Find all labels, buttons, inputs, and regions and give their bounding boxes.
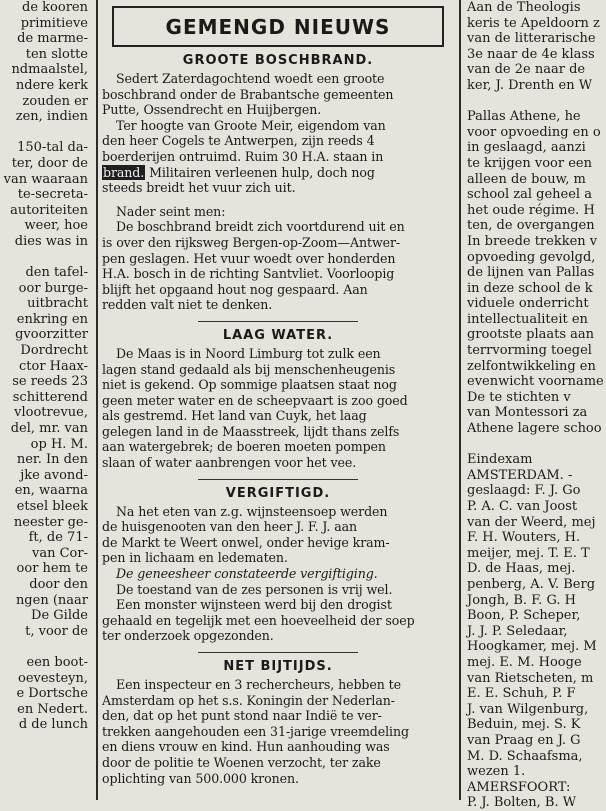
left_column-line: primitieve	[20, 15, 88, 31]
right_column-line: school zal geheel a	[467, 187, 592, 203]
left_column-line: enkring en	[16, 311, 88, 327]
right_column-line: meijer, mej. T. E. T	[467, 545, 590, 561]
right_column-line: opvoeding gevolgd,	[467, 249, 596, 265]
right_column-line: D. de Haas, mej.	[467, 561, 576, 577]
right_column-line: Beduin, mej. S. K	[467, 717, 581, 733]
article-line: den, dat op het punt stond naar Indië te ver-	[102, 708, 382, 724]
left_column-line: zouden er	[22, 93, 88, 109]
right_column-line: in deze school de k	[467, 280, 593, 296]
right_column-line: het oude régime. H	[467, 202, 595, 218]
right_column-line: De te stichten v	[467, 389, 571, 405]
article-line: H.A. bosch in de richting Santvliet. Voorloopig	[102, 266, 395, 282]
left_column-line	[0, 250, 90, 266]
right_column-line: zelfontwikkeling en	[467, 358, 596, 374]
right_column-line: keris te Apeldoorn z	[467, 15, 600, 31]
article-line: als gestremd. Het land van Cuyk, het laag	[102, 408, 367, 424]
left_column-line: de marme-	[17, 31, 88, 47]
right_column-line: van Rietscheten, m	[467, 670, 594, 686]
left_column-line: op H. M.	[30, 436, 88, 452]
column-rule-left	[96, 0, 98, 800]
left_column-line: den tafel-	[25, 265, 88, 281]
right_column-line: de lijnen van Pallas	[467, 265, 595, 281]
article-line: blijft het opgaand hout nog gespaard. Aan	[102, 281, 368, 297]
left_column-line: uitbracht	[27, 296, 88, 312]
left_column-line: ner. In den	[16, 452, 88, 468]
left_column-line: d de lunch	[18, 717, 88, 733]
right_column-line: grootste plaats aan	[467, 327, 595, 343]
right_column-line: E. E. Schuh, P. F	[467, 686, 576, 702]
left_column-line: dies was in	[14, 233, 88, 249]
article-line: oplichting van 500.000 kronen.	[102, 770, 299, 786]
left_column-line: Dordrecht	[20, 343, 88, 359]
left_column-line: 150-tal da-	[17, 140, 88, 156]
right_column-line: Pallas Athene, he	[467, 109, 581, 125]
left_column-line: etsel bleek	[16, 499, 88, 514]
left_column-line: ngen (naar	[15, 592, 88, 608]
article-line: De Maas is in Noord Limburg tot zulk een	[116, 345, 381, 361]
right_column-line: J. J. P. Seledaar,	[467, 623, 568, 639]
article-line: Een monster wijnsteen werd bij den drogist	[116, 597, 392, 613]
right_column-line: M. D. Schaafsma,	[467, 748, 583, 764]
article-line: door de politie te Woenen verzocht, ter zake	[102, 754, 381, 770]
left_column-line: ter, door de	[11, 155, 88, 171]
right_column-line: AMERSFOORT:	[467, 779, 571, 795]
article-line: de Markt te Weert onwel, onder hevige kram-	[102, 534, 390, 550]
right_column-line: wezen 1.	[467, 764, 526, 780]
right_column-line: voor opvoeding en o	[467, 124, 601, 140]
right_column-line: Boon, P. Scheper,	[467, 608, 581, 624]
right_column-line: Athene lagere schoo	[467, 421, 602, 437]
right_column-line: ker, J. Drenth en W	[467, 77, 593, 93]
article-line: De toestand van de zes personen is vrij wel.	[116, 581, 393, 597]
right_column-line: mej. E. M. Hooge	[467, 654, 582, 670]
left_column-line: weer, hoe	[24, 218, 88, 234]
left_column-line: en Nedert.	[17, 701, 88, 717]
article-line: lagen stand gedaald als bij menschenheugenis	[102, 361, 396, 377]
highlighted-word: brand.	[103, 164, 145, 180]
right_column-line: J. van Wilgenburg,	[467, 701, 589, 717]
section-divider	[198, 321, 358, 322]
article-line: Ter hoogte van Groote Meir, eigendom van	[116, 117, 386, 133]
left_column-line: ndmaalstel,	[11, 62, 88, 78]
article-line: gehaald en tegelijk met een hoeveelheid der soep	[102, 612, 415, 628]
right_column-line: van der Weerd, mej	[467, 514, 596, 530]
left_column-line: t, voor de	[25, 623, 88, 639]
article-line: ter onderzoek opgezonden.	[102, 628, 274, 644]
article-line: Putte, Ossendrecht en Huijbergen.	[102, 102, 322, 118]
left_column-line: ctor Haax-	[18, 358, 88, 374]
left_column-line: oor hem te	[16, 561, 88, 577]
left_column-line: gvoorzitter	[15, 327, 88, 343]
right_column-line: van de litterarische	[467, 31, 596, 47]
article-line: boerderijen ontruimd. Ruim 30 H.A. staan in	[102, 148, 384, 164]
right_column-line: ten, de overgangen	[467, 218, 595, 234]
article-line: aan watergebrek; de boeren moeten pompen	[102, 439, 386, 455]
left_column-line: jke avond-	[20, 467, 88, 483]
right_column-line: terrvorming toegel	[467, 343, 592, 359]
right_column-line: AMSTERDAM. -	[467, 467, 573, 483]
article-line: pen in lichaam en ledematen.	[102, 550, 288, 566]
left-column-fragment	[0, 0, 90, 800]
left_column-line: se reeds 23	[12, 374, 88, 390]
right_column-line: P. A. C. van Joost	[467, 499, 578, 514]
left_column-line: oor burge-	[18, 280, 88, 296]
section-divider	[198, 479, 358, 480]
left_column-line: van Cor-	[32, 545, 88, 561]
column-rule-right	[459, 0, 461, 800]
right_column-line: van Praag en J. G	[467, 732, 581, 748]
article-line: niet is gekend. Op sommige plaatsen staat nog	[102, 377, 397, 393]
right_column-line	[465, 94, 606, 110]
article-line: is over den rijksweg Bergen-op-Zoom—Antwer-	[102, 234, 401, 250]
right-column-fragment	[465, 0, 606, 811]
left_column-line: ndere kerk	[15, 77, 88, 93]
article-heading: NET BIJTIJDS.	[223, 659, 333, 674]
article-line: redden valt niet te denken.	[102, 297, 273, 313]
article-line: boschbrand onder de Brabantsche gemeenten	[102, 86, 394, 102]
right_column-line: 3e naar de 4e klass	[467, 46, 595, 62]
article-line: Amsterdam op het s.s. Koningin der Nederlan-	[102, 692, 395, 708]
article-heading: VERGIFTIGD.	[225, 485, 331, 501]
right_column-line: F. H. Wouters, H.	[467, 530, 581, 546]
article-heading: GROOTE BOSCHBRAND.	[182, 53, 374, 68]
article-line: en diens vrouw en kind. Hun aanhouding was	[102, 739, 390, 755]
right_column-line: van Montessori za	[467, 405, 588, 421]
left_column-line: oevesteyn,	[18, 670, 88, 686]
left_column-line: door den	[29, 576, 88, 592]
left_column-line: te-secreta-	[17, 187, 88, 203]
masthead: GEMENGD NIEUWS	[112, 6, 444, 47]
left_column-line: del, mr. van	[10, 421, 88, 437]
article-line: De boschbrand breidt zich voortdurend uit en	[116, 219, 405, 235]
right_column-line: viduele onderricht	[467, 296, 589, 312]
article-line: trekken aangehouden een 31-jarige vreemdeling	[102, 723, 409, 739]
right_column-line: Hoogkamer, mej. M	[467, 639, 597, 655]
right_column-line: P. J. Bolten, B. W	[467, 795, 577, 811]
right_column-line: Jongh, B. F. G. H	[467, 592, 576, 608]
article-line: Sedert Zaterdagochtend woedt een groote	[116, 71, 385, 86]
right_column-line: penberg, A. V. Berg	[467, 576, 596, 592]
left_column-line	[0, 639, 90, 655]
article-line: pen geslagen. Het vuur woedt over honderden	[102, 250, 396, 266]
article-heading: LAAG WATER.	[222, 327, 334, 343]
left_column-line: schitterend	[12, 389, 88, 405]
article-line: den heer Cogels te Antwerpen, zijn reeds 4	[102, 133, 375, 149]
right_column-line: geslaagd: F. J. Go	[467, 483, 581, 499]
right_column-line: intellectualiteit en	[467, 311, 588, 327]
left_column-line: van waaraan	[3, 171, 88, 187]
left_column-line: autoriteiten	[10, 202, 88, 218]
article-line: steeds breidt het vuur zich uit.	[102, 180, 296, 196]
left_column-line: vlootrevue,	[14, 405, 88, 421]
section-divider	[198, 652, 358, 653]
left_column-line: ten slotte	[25, 46, 88, 62]
right_column-line: alleen de bouw, m	[467, 171, 586, 187]
left_column-line	[0, 125, 90, 141]
left_column-line: neester ge-	[13, 514, 88, 530]
right_column-line: Eindexam	[467, 452, 533, 468]
left_column-line: zen, indien	[15, 109, 88, 125]
article-line: Na het eten van z.g. wijnsteensoep werden	[116, 503, 388, 519]
right_column-line: In breede trekken v	[467, 233, 598, 249]
right_column-line: van de 2e naar de	[467, 62, 586, 78]
left_column-line: ft, de 71-	[28, 530, 88, 546]
article-line: geen meter water en de scheepvaart is zoo goed	[102, 392, 408, 408]
left_column-line: en, waarna	[14, 483, 88, 499]
right_column-line: Aan de Theologis	[467, 0, 581, 15]
gemengd-nieuws-column	[102, 0, 454, 800]
right_column-line: te krijgen voor een	[467, 155, 592, 171]
article-line: slaan of water aanbrengen voor het vee.	[102, 455, 357, 471]
article-line: gelegen land in de Maasstreek, lijdt thans zelfs	[102, 423, 400, 439]
right_column-line	[465, 437, 606, 453]
right_column-line: in geslaagd, aanzi	[467, 140, 586, 156]
article-line: De geneesheer constateerde vergiftiging.	[116, 566, 378, 582]
article-line: Nader seint men:	[116, 203, 226, 219]
right_column-line: evenwicht voorname	[467, 374, 604, 390]
left_column-line: een boot-	[26, 654, 88, 670]
article-line-rest: Militairen verleenen hulp, doch nog	[145, 164, 375, 180]
article-line: de huisgenooten van den heer J. F. J. aan	[102, 519, 358, 535]
left_column-line: De Gilde	[31, 608, 88, 624]
left_column-line: de kooren	[22, 0, 88, 15]
article-line: Een inspecteur en 3 rechercheurs, hebben te	[116, 677, 401, 692]
article-line	[102, 165, 454, 181]
left_column-line: e Dortsche	[16, 686, 88, 702]
